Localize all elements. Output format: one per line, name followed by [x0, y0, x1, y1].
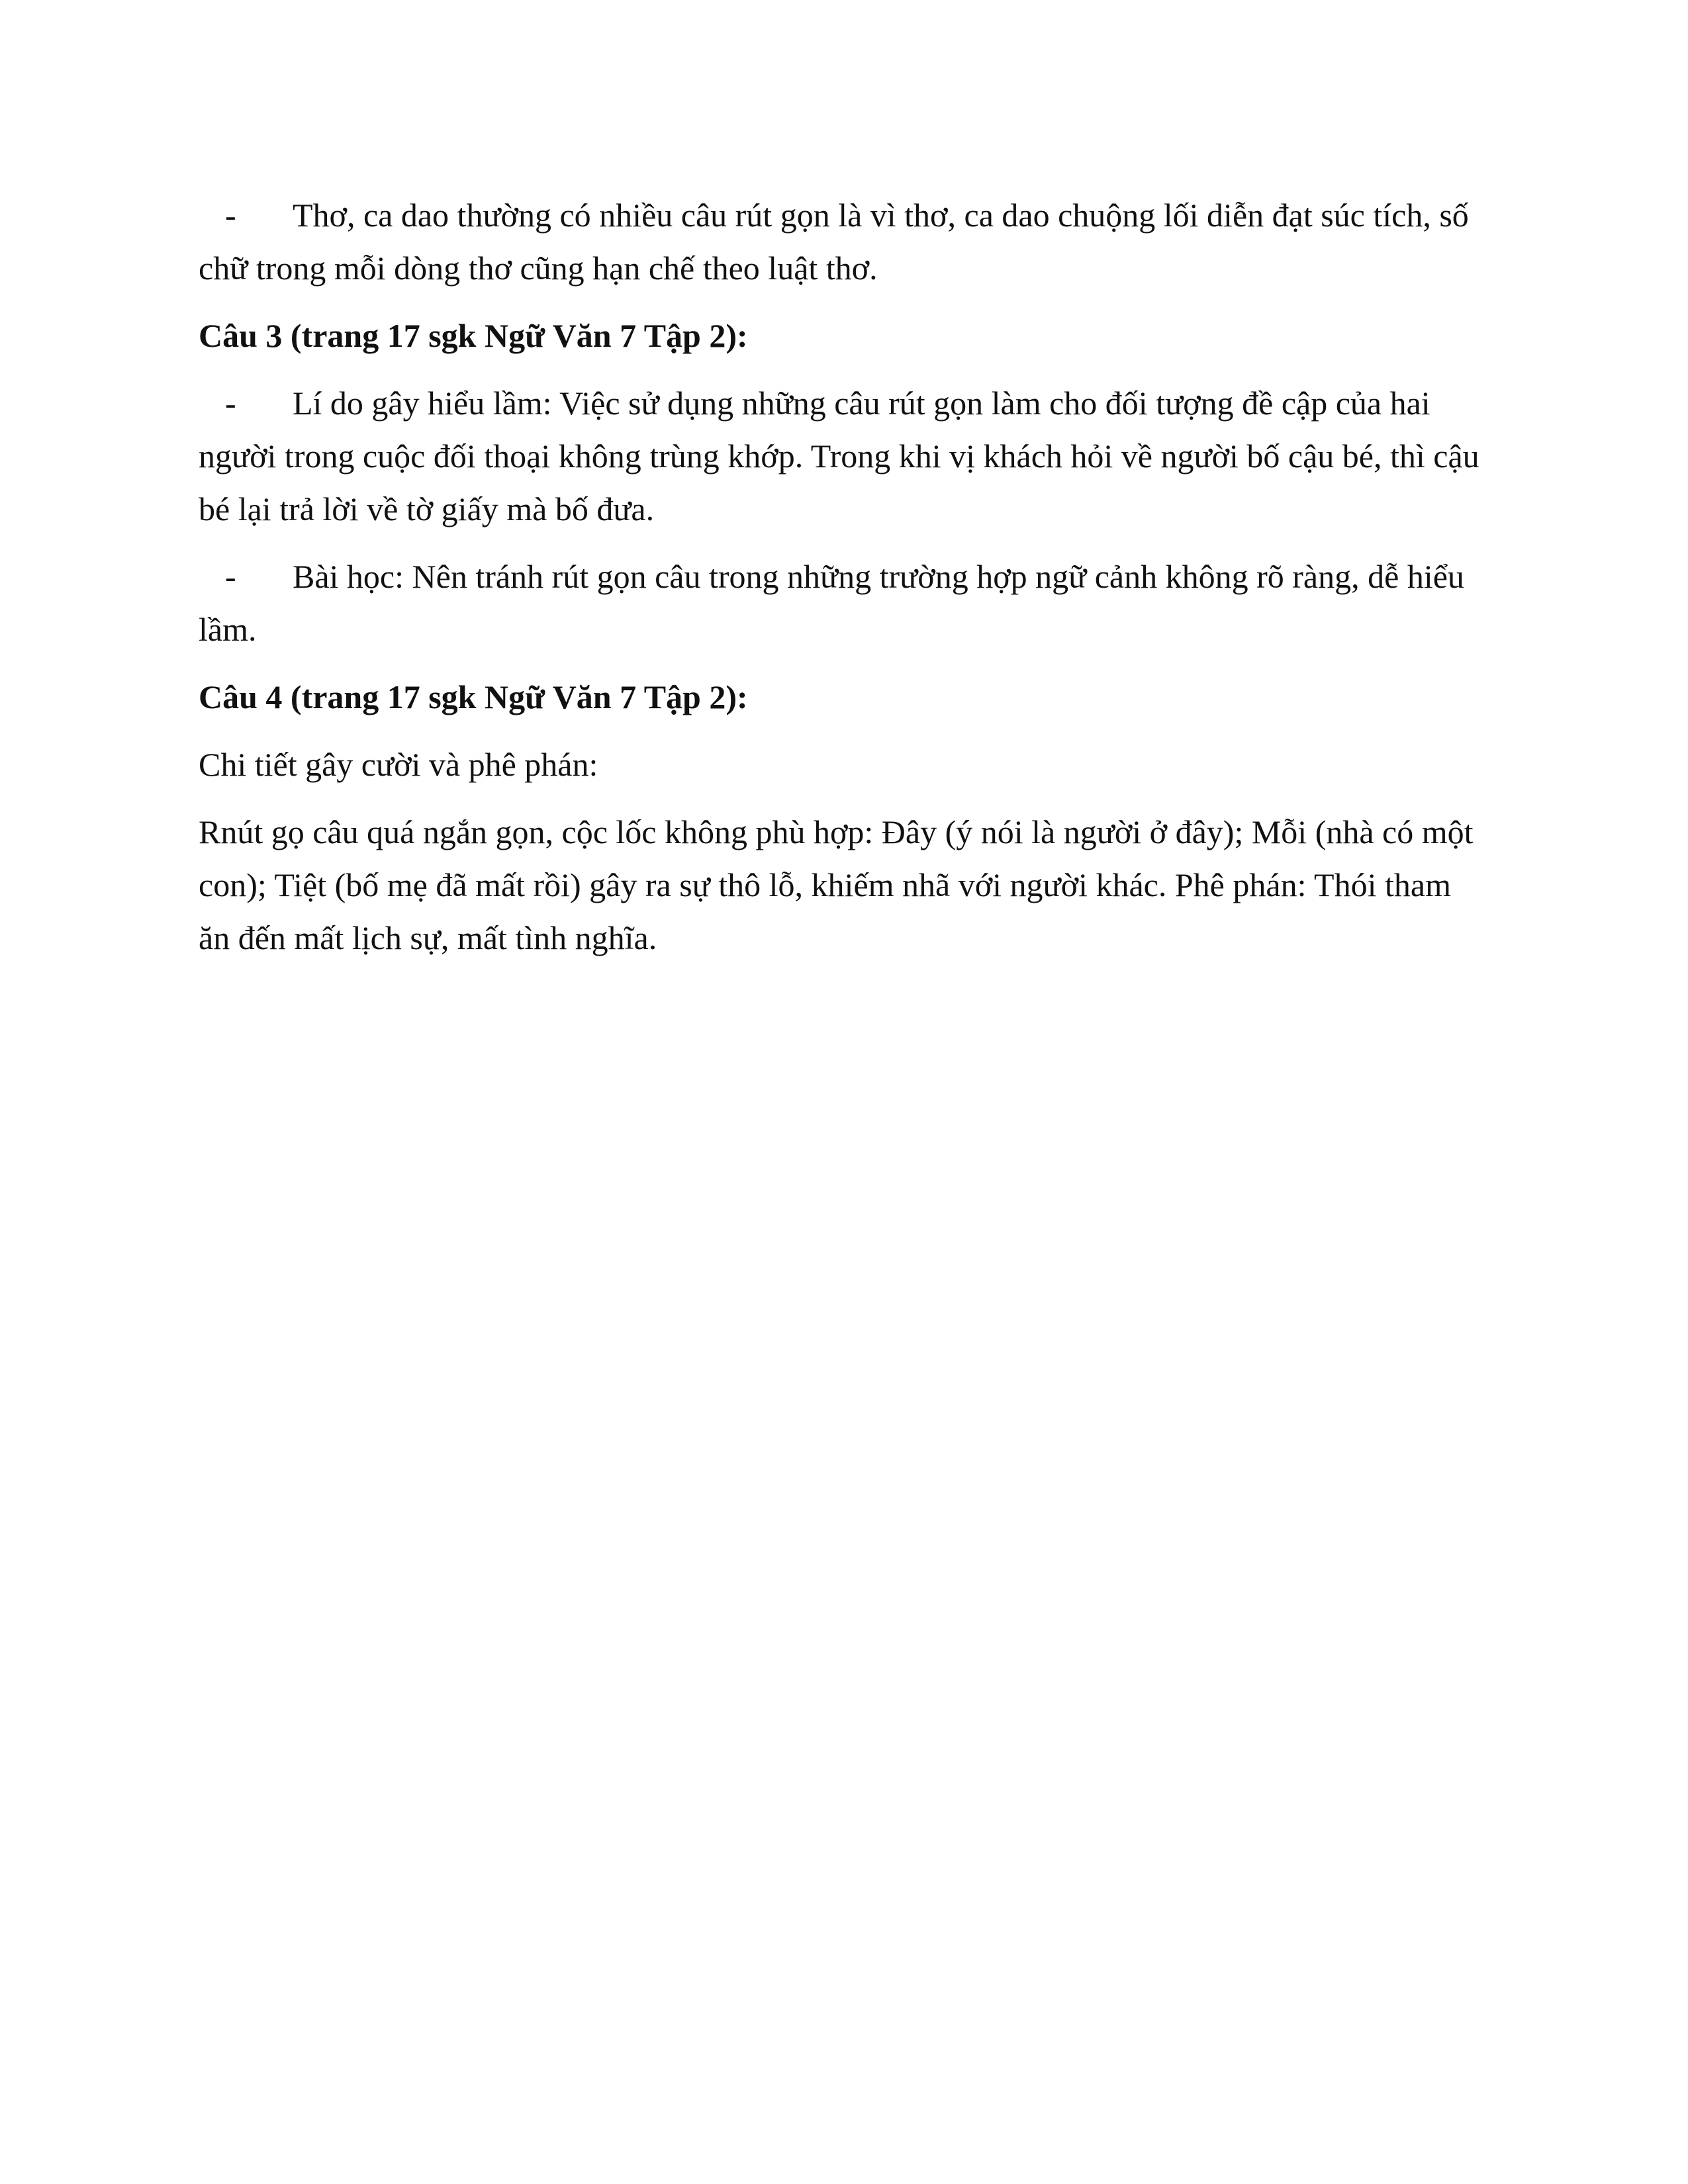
bullet-text: Bài học: Nên tránh rút gọn câu trong những trường hợp ngữ cảnh không rõ ràng, dễ hiểu lầm.: [199, 558, 1464, 648]
bullet-text: Lí do gây hiểu lầm: Việc sử dụng những câu rút gọn làm cho đối tượng đề cập của hai người trong cuộc đối thoại không trùng khớp. Trong khi vị khách hỏi về người bố cậu bé, thì cậu bé lại trả lời về tờ giấy mà bố đưa.: [199, 385, 1479, 527]
bullet-item-lesson: [199, 550, 1489, 656]
bullet-item-poetry: [199, 189, 1489, 295]
document-page: [199, 189, 1489, 979]
paragraph-intro: Chi tiết gây cười và phê phán:: [199, 746, 598, 783]
bullet-dash: -: [225, 197, 236, 234]
bullet-dash: -: [225, 558, 236, 595]
heading-question-3: Câu 3 (trang 17 sgk Ngữ Văn 7 Tập 2):: [199, 317, 748, 354]
bullet-text: Thơ, ca dao thường có nhiều câu rút gọn là vì thơ, ca dao chuộng lối diễn đạt súc tích, số chữ trong mỗi dòng thơ cũng hạn chế theo luật thơ.: [199, 197, 1469, 287]
heading-question-4: Câu 4 (trang 17 sgk Ngữ Văn 7 Tập 2):: [199, 678, 748, 715]
bullet-dash: -: [225, 385, 236, 422]
paragraph-answer: Rnút gọ câu quá ngắn gọn, cộc lốc không phù hợp: Đây (ý nói là người ở đây); Mỗi (nhà có một con); Tiệt (bố mẹ đã mất rồi) gây ra sự thô lỗ, khiếm nhã với người khác. Phê phán: Thói tham ăn đến mất lịch sự, mất tình nghĩa.: [199, 813, 1474, 956]
bullet-item-misunderstanding-reason: [199, 377, 1489, 535]
